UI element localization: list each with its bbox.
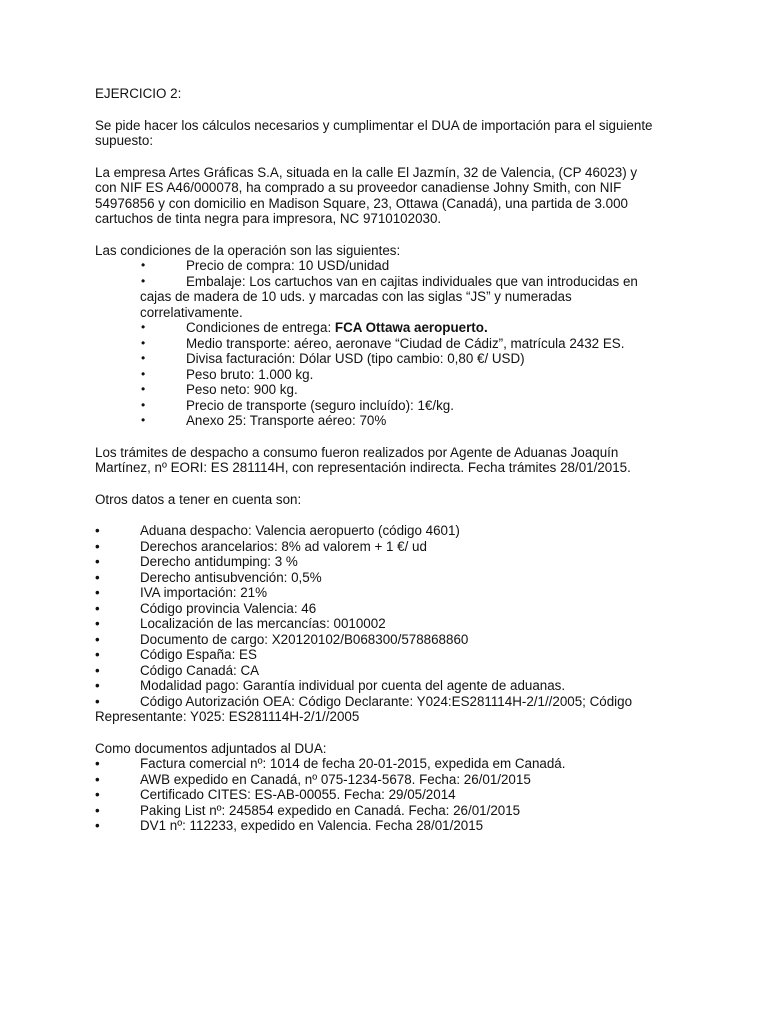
list-item: • Certificado CITES: ES-AB-00055. Fecha: 29/05/2014 <box>95 787 456 802</box>
list-item: • Documento de cargo: X20120102/B068300/578868860 <box>95 631 469 647</box>
bullet-icon: • <box>141 413 146 427</box>
bullet-icon: • <box>95 554 100 569</box>
bullet-icon: • <box>95 600 100 616</box>
bullet-icon: • <box>95 662 100 678</box>
list-item: • Peso bruto: 1.000 kg. <box>141 366 314 382</box>
bullet-icon: • <box>141 397 146 412</box>
list-item: • Código España: ES <box>95 647 257 662</box>
list-item: • Código provincia Valencia: 46 <box>95 600 317 616</box>
bullet-icon: • <box>141 382 146 396</box>
docs-heading: Como documentos adjuntados al DUA: <box>95 740 327 756</box>
bullet-icon: • <box>141 320 146 334</box>
list-item: • Embalaje: Los cartuchos van en cajitas individuales que van introducidas en <box>141 273 638 289</box>
exercise-title: EJERCICIO 2: <box>95 86 182 101</box>
list-item: • Modalidad pago: Garantía individual por cuenta del agente de aduanas. <box>95 678 566 693</box>
list-item: • Precio de compra: 10 USD/unidad <box>141 258 390 273</box>
tramites-paragraph: Los trámites de despacho a consumo fueron realizados por Agente de Aduanas Joaquín Martínez, nº EORI: ES 281114H, con representación indirecta. Fecha trámites 28/01/2015. <box>95 444 631 475</box>
list-item: • Código Canadá: CA <box>95 662 260 678</box>
list-item: • Medio transporte: aéreo, aeronave “Ciudad de Cádiz”, matrícula 2432 ES. <box>141 335 625 351</box>
bullet-icon: • <box>95 756 100 771</box>
bullet-icon: • <box>141 366 146 381</box>
list-item: • Derecho antisubvención: 0,5% <box>95 569 322 585</box>
list-item: • Precio de transporte (seguro incluído): 1€/kg. <box>141 397 454 413</box>
list-item: • Código Autorización OEA: Código Declarante: Y024:ES281114H-2/1//2005; Código <box>95 693 633 709</box>
bullet-icon: • <box>95 802 100 818</box>
delivery-terms: FCA Ottawa aeropuerto. <box>334 320 488 335</box>
conditions-heading: Las condiciones de la operación son las siguientes: <box>95 242 401 258</box>
bullet-icon: • <box>95 585 100 600</box>
bullet-icon: • <box>95 787 100 802</box>
bullet-icon: • <box>95 678 100 693</box>
bullet-icon: • <box>95 538 100 554</box>
list-item: • Paking List nº: 245854 expedido en Canadá. Fecha: 26/01/2015 <box>95 802 521 818</box>
list-item: • Divisa facturación: Dólar USD (tipo cambio: 0,80 €/ USD) <box>141 351 525 366</box>
intro-paragraph: Se pide hacer los cálculos necesarios y cumplimentar el DUA de importación para el siguiente supuesto: <box>95 117 653 148</box>
list-item-continuation: Representante: Y025: ES281114H-2/1//2005 <box>95 709 360 724</box>
list-item: • Localización de las mercancías: 0010002 <box>95 616 386 631</box>
conditions-list <box>95 258 695 429</box>
bullet-icon: • <box>95 647 100 662</box>
case-paragraph: La empresa Artes Gráficas S.A, situada en la calle El Jazmín, 32 de Valencia, (CP 46023) y con NIF ES A46/000078, ha comprado a su proveedor canadiense Johny Smith, con NIF 54976856 y con domicilio en Madison Square, 23, Ottawa (Canadá), una partida de 3.000 cartuchos de tinta negra para impresora, NC 9710102030. <box>95 164 638 226</box>
bullet-icon: • <box>95 818 100 833</box>
list-item: • IVA importación: 21% <box>95 585 268 600</box>
list-item: • DV1 nº: 112233, expedido en Valencia. Fecha 28/01/2015 <box>95 818 484 833</box>
bullet-icon: • <box>141 258 146 272</box>
bullet-icon: • <box>95 771 100 787</box>
bullet-icon: • <box>141 335 146 350</box>
list-item-continuation: cajas de madera de 10 uds. y marcadas con las siglas “JS” y numeradas correlativamente. <box>140 289 572 320</box>
bullet-icon: • <box>95 693 100 709</box>
otros-list <box>95 523 695 725</box>
otros-heading: Otros datos a tener en cuenta son: <box>95 491 302 507</box>
bullet-icon: • <box>95 569 100 585</box>
bullet-icon: • <box>95 631 100 647</box>
docs-list <box>95 756 695 834</box>
list-item: • Condiciones de entrega: FCA Ottawa aeropuerto. <box>141 320 488 335</box>
document-page <box>95 86 695 834</box>
list-item: • Peso neto: 900 kg. <box>141 382 298 397</box>
bullet-icon: • <box>141 351 146 365</box>
bullet-icon: • <box>141 273 146 288</box>
list-item: • Factura comercial nº: 1014 de fecha 20-01-2015, expedida em Canadá. <box>95 756 566 771</box>
bullet-icon: • <box>95 616 100 631</box>
list-item: • Aduana despacho: Valencia aeropuerto (código 4601) <box>95 523 460 538</box>
bullet-icon: • <box>95 523 100 538</box>
list-item: • Anexo 25: Transporte aéreo: 70% <box>141 413 387 428</box>
list-item: • Derechos arancelarios: 8% ad valorem + 1 €/ ud <box>95 538 427 554</box>
list-item: • Derecho antidumping: 3 % <box>95 554 298 569</box>
list-item: • AWB expedido en Canadá, nº 075-1234-5678. Fecha: 26/01/2015 <box>95 771 531 787</box>
